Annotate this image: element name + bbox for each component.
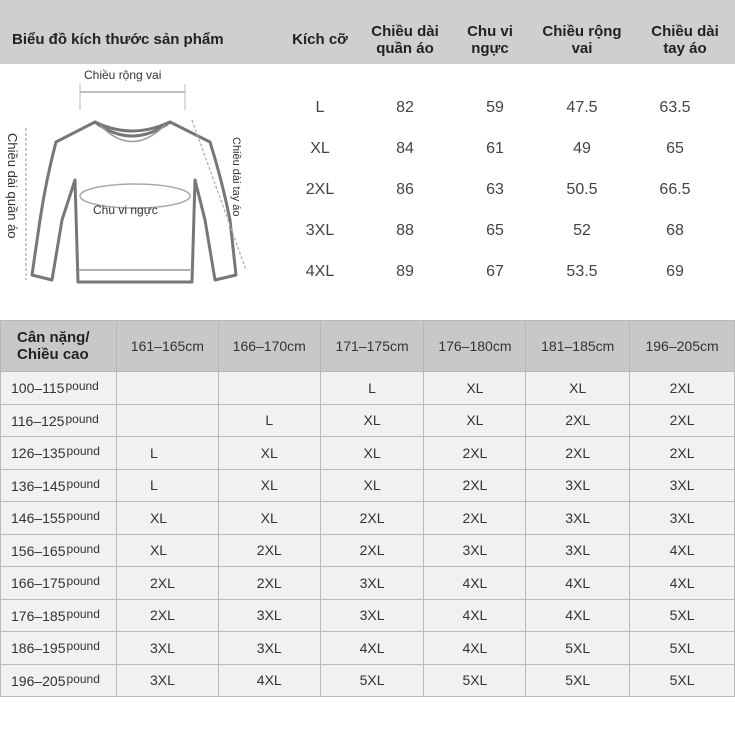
weight-value: 196–205 <box>11 672 66 689</box>
size-measurement: 47.5 <box>566 99 598 116</box>
size-cell: 4XL <box>526 599 630 632</box>
size-cell: 3XL <box>526 469 630 502</box>
label-sleeve-length: Chiều dài tay áo <box>230 137 242 217</box>
size-cell: XL <box>320 469 424 502</box>
height-header: 176–180cm <box>424 321 526 372</box>
size-cell: 2XL <box>116 567 218 600</box>
size-cell: 2XL <box>526 437 630 470</box>
col-header-chest-line1: Chu vi <box>467 23 513 40</box>
size-cell: 2XL <box>320 502 424 535</box>
size-cell: 5XL <box>630 664 735 697</box>
size-measurement: 59 <box>486 99 504 116</box>
weight-value: 116–125 <box>11 412 65 429</box>
col-header-shoulder-line1: Chiều rộng <box>542 23 622 40</box>
size-cell: XL <box>424 404 526 437</box>
size-cell: 5XL <box>424 664 526 697</box>
corner-header-weight: Cân nặng/ <box>17 329 90 346</box>
size-label: 3XL <box>305 222 335 239</box>
size-cell: 4XL <box>630 567 735 600</box>
size-cell: 5XL <box>320 664 424 697</box>
height-header: 171–175cm <box>320 321 424 372</box>
height-header: 166–170cm <box>218 321 320 372</box>
label-garment-length: Chiều dài quần áo <box>5 133 20 239</box>
size-chart-title: Biểu đồ kích thước sản phẩm <box>12 31 224 48</box>
weight-cell <box>1 632 117 665</box>
size-measurement: 82 <box>396 99 414 116</box>
shirt-diagram-icon <box>10 70 260 300</box>
size-recommendation-table <box>0 320 735 697</box>
weight-value: 156–165 <box>11 542 66 559</box>
weight-unit: pound <box>66 509 100 524</box>
size-cell: L <box>116 437 218 470</box>
col-header-length <box>360 23 450 57</box>
table-row <box>1 534 735 567</box>
size-cell: L <box>218 404 320 437</box>
size-cell: 3XL <box>320 599 424 632</box>
size-cell: XL <box>218 469 320 502</box>
weight-unit: pound <box>66 574 100 589</box>
weight-unit: pound <box>66 671 100 686</box>
size-measurement: 61 <box>486 140 504 157</box>
weight-cell <box>1 469 117 502</box>
size-cell: XL <box>218 437 320 470</box>
label-chest: Chu vi ngực <box>93 203 158 217</box>
size-measurement: 67 <box>486 263 504 280</box>
size-measurement: 50.5 <box>566 181 598 198</box>
size-cell <box>116 404 218 437</box>
weight-cell <box>1 502 117 535</box>
weight-cell <box>1 404 117 437</box>
table-row <box>1 469 735 502</box>
size-cell <box>218 372 320 405</box>
size-cell: XL <box>320 404 424 437</box>
size-measurement: 63 <box>486 181 504 198</box>
weight-value: 136–145 <box>11 477 66 494</box>
size-cell: XL <box>526 372 630 405</box>
weight-unit: pound <box>66 476 100 491</box>
size-cell: 3XL <box>526 502 630 535</box>
weight-unit: pound <box>66 639 100 654</box>
size-measurement: 86 <box>396 181 414 198</box>
table-body <box>1 372 735 697</box>
size-cell: XL <box>424 372 526 405</box>
col-header-length-line1: Chiều dài <box>371 23 439 40</box>
size-label: L <box>315 99 325 116</box>
corner-header-height: Chiều cao <box>17 346 89 363</box>
size-measurement: 84 <box>396 140 414 157</box>
size-measurement: 52 <box>573 222 591 239</box>
corner-header <box>1 321 117 372</box>
weight-unit: pound <box>66 444 100 459</box>
size-cell: 3XL <box>630 502 735 535</box>
weight-cell <box>1 372 117 405</box>
size-cell: 5XL <box>630 632 735 665</box>
size-label: XL <box>310 140 330 157</box>
table-row <box>1 664 735 697</box>
col-header-size-label: Kích cỡ <box>292 31 348 48</box>
table-row <box>1 502 735 535</box>
size-cell: 4XL <box>630 534 735 567</box>
weight-value: 100–115 <box>11 380 65 397</box>
size-measurement: 68 <box>666 222 684 239</box>
weight-unit: pound <box>66 541 100 556</box>
size-cell: 2XL <box>630 437 735 470</box>
weight-cell <box>1 534 117 567</box>
size-cell: 2XL <box>218 567 320 600</box>
size-cell: L <box>116 469 218 502</box>
height-header: 181–185cm <box>526 321 630 372</box>
col-header-sleeve <box>638 23 732 57</box>
weight-cell <box>1 437 117 470</box>
size-cell <box>116 372 218 405</box>
table-row <box>1 437 735 470</box>
size-measurement: 65 <box>486 222 504 239</box>
size-cell: L <box>320 372 424 405</box>
size-cell: 3XL <box>116 632 218 665</box>
size-cell: 2XL <box>630 404 735 437</box>
size-cell: 2XL <box>424 502 526 535</box>
size-cell: XL <box>218 502 320 535</box>
table-row <box>1 567 735 600</box>
size-measurement: 89 <box>396 263 414 280</box>
size-cell: 5XL <box>526 632 630 665</box>
weight-unit: pound <box>66 606 100 621</box>
weight-value: 186–195 <box>11 640 66 657</box>
size-measurement: 66.5 <box>659 181 691 198</box>
size-cell: 2XL <box>116 599 218 632</box>
weight-value: 146–155 <box>11 510 66 527</box>
col-header-shoulder-line2: vai <box>571 40 593 57</box>
size-measurement: 53.5 <box>566 263 598 280</box>
size-cell: 3XL <box>218 632 320 665</box>
size-cell: 4XL <box>320 632 424 665</box>
size-cell: XL <box>116 534 218 567</box>
col-header-length-line2: quần áo <box>376 40 434 57</box>
size-cell: 2XL <box>424 437 526 470</box>
size-label: 4XL <box>305 263 335 280</box>
size-cell: XL <box>116 502 218 535</box>
weight-unit: pound <box>65 411 99 426</box>
size-cell: 4XL <box>424 567 526 600</box>
size-measurement: 69 <box>666 263 684 280</box>
size-cell: 3XL <box>424 534 526 567</box>
size-cell: 2XL <box>424 469 526 502</box>
table-header-row <box>1 321 735 372</box>
size-cell: 2XL <box>218 534 320 567</box>
size-measurement: 49 <box>573 140 591 157</box>
weight-value: 176–185 <box>11 607 66 624</box>
weight-value: 126–135 <box>11 445 66 462</box>
size-cell: 2XL <box>526 404 630 437</box>
size-cell: 5XL <box>526 664 630 697</box>
size-measurement: 88 <box>396 222 414 239</box>
weight-value: 166–175 <box>11 575 66 592</box>
col-header-sleeve-line1: Chiều dài <box>651 23 719 40</box>
col-header-size <box>280 31 360 48</box>
weight-unit: pound <box>65 379 99 394</box>
size-cell: 4XL <box>424 632 526 665</box>
table-row <box>1 404 735 437</box>
size-cell: 4XL <box>424 599 526 632</box>
weight-cell <box>1 567 117 600</box>
size-cell: 3XL <box>526 534 630 567</box>
size-cell: XL <box>320 437 424 470</box>
size-cell: 4XL <box>526 567 630 600</box>
table-row <box>1 632 735 665</box>
table-row <box>1 372 735 405</box>
size-cell: 5XL <box>630 599 735 632</box>
col-header-sleeve-line2: tay áo <box>663 40 707 57</box>
size-cell: 3XL <box>218 599 320 632</box>
height-header: 161–165cm <box>116 321 218 372</box>
weight-cell <box>1 599 117 632</box>
table-row <box>1 599 735 632</box>
col-header-chest <box>450 23 530 57</box>
size-cell: 2XL <box>320 534 424 567</box>
size-measurement: 63.5 <box>659 99 691 116</box>
size-cell: 4XL <box>218 664 320 697</box>
size-measurement: 65 <box>666 140 684 157</box>
col-header-shoulder <box>530 23 634 57</box>
col-header-chest-line2: ngực <box>471 40 509 57</box>
label-shoulder-width: Chiều rộng vai <box>84 68 162 82</box>
size-cell: 3XL <box>320 567 424 600</box>
size-cell: 3XL <box>116 664 218 697</box>
weight-cell <box>1 664 117 697</box>
size-cell: 3XL <box>630 469 735 502</box>
size-label: 2XL <box>305 181 335 198</box>
size-cell: 2XL <box>630 372 735 405</box>
height-header: 196–205cm <box>630 321 735 372</box>
